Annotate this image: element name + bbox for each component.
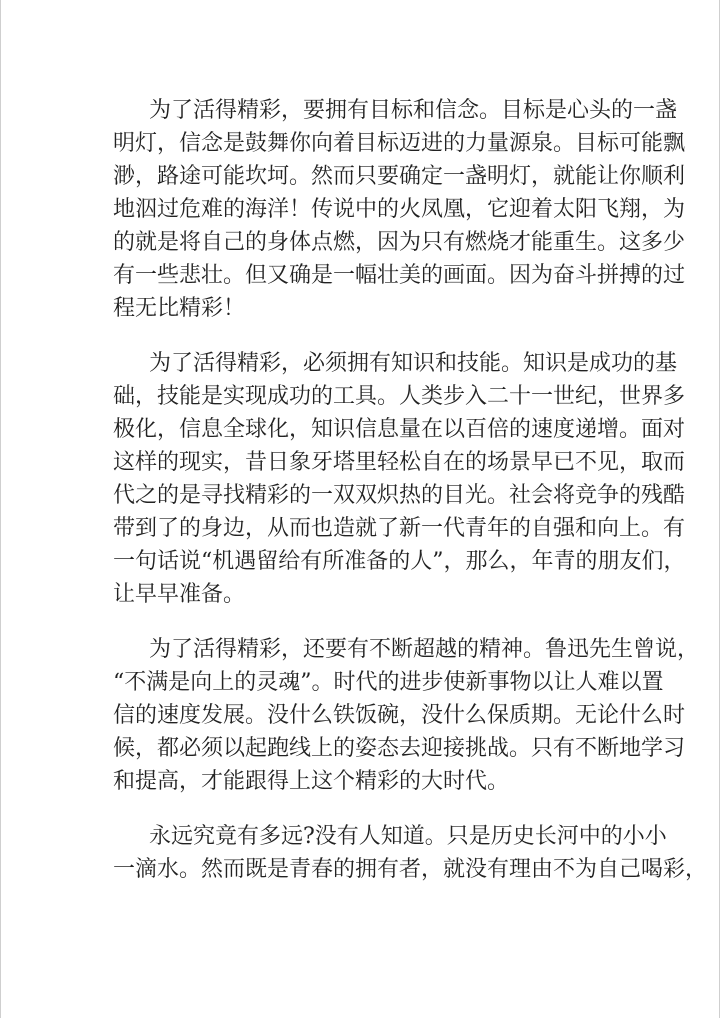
text-line: 让早早准备。 <box>113 582 246 607</box>
text-line: 有一些悲壮。但又确是一幅壮美的画面。因为奋斗拼搏的过 <box>113 263 686 288</box>
text-line: 极化，信息全球化，知识信息量在以百倍的速度递增。面对 <box>113 417 686 442</box>
text-line: 地泅过危难的海洋！传说中的火凤凰，它迎着太阳飞翔，为 <box>113 197 686 222</box>
text-line: 和提高，才能跟得上这个精彩的大时代。 <box>113 769 510 794</box>
paragraph-surpass <box>113 633 700 798</box>
text-line: 代之的是寻找精彩的一双双炽热的目光。社会将竞争的残酷 <box>113 483 686 508</box>
text-line: 候，都必须以起跑线上的姿态去迎接挑战。只有不断地学习 <box>113 736 686 761</box>
text-line: 一句话说“机遇留给有所准备的人”，那么，年青的朋友们， <box>113 549 686 574</box>
text-line: 为了活得精彩，还要有不断超越的精神。鲁迅先生曾说， <box>149 637 700 662</box>
text-line: 带到了的身边，从而也造就了新一代青年的自强和向上。有 <box>113 516 686 541</box>
text-line: 程无比精彩！ <box>113 296 246 321</box>
text-line: 渺，路途可能坎坷。然而只要确定一盏明灯，就能让你顺利 <box>113 164 686 189</box>
paragraph-goals <box>113 94 686 325</box>
text-line: 的就是将自己的身体点燃，因为只有燃烧才能重生。这多少 <box>113 230 686 255</box>
text-line: 为了活得精彩，必须拥有知识和技能。知识是成功的基 <box>149 351 678 376</box>
text-line: 一滴水。然而既是青春的拥有者，就没有理由不为自己喝彩， <box>113 857 708 882</box>
text-line: 这样的现实，昔日象牙塔里轻松自在的场景早已不见，取而 <box>113 450 686 475</box>
paragraph-knowledge <box>113 347 686 611</box>
paragraph-forever <box>113 820 708 886</box>
document-body <box>113 94 708 908</box>
text-line: 为了活得精彩，要拥有目标和信念。目标是心头的一盏 <box>149 98 678 123</box>
text-line: 础，技能是实现成功的工具。人类步入二十一世纪，世界多 <box>113 384 686 409</box>
text-line: 永远究竟有多远?没有人知道。只是历史长河中的小小 <box>149 824 667 849</box>
text-line: 明灯，信念是鼓舞你向着目标迈进的力量源泉。目标可能飘 <box>113 131 686 156</box>
text-line: “不满是向上的灵魂”。时代的进步使新事物以让人难以置 <box>113 670 664 695</box>
text-line: 信的速度发展。没什么铁饭碗，没什么保质期。无论什么时 <box>113 703 686 728</box>
